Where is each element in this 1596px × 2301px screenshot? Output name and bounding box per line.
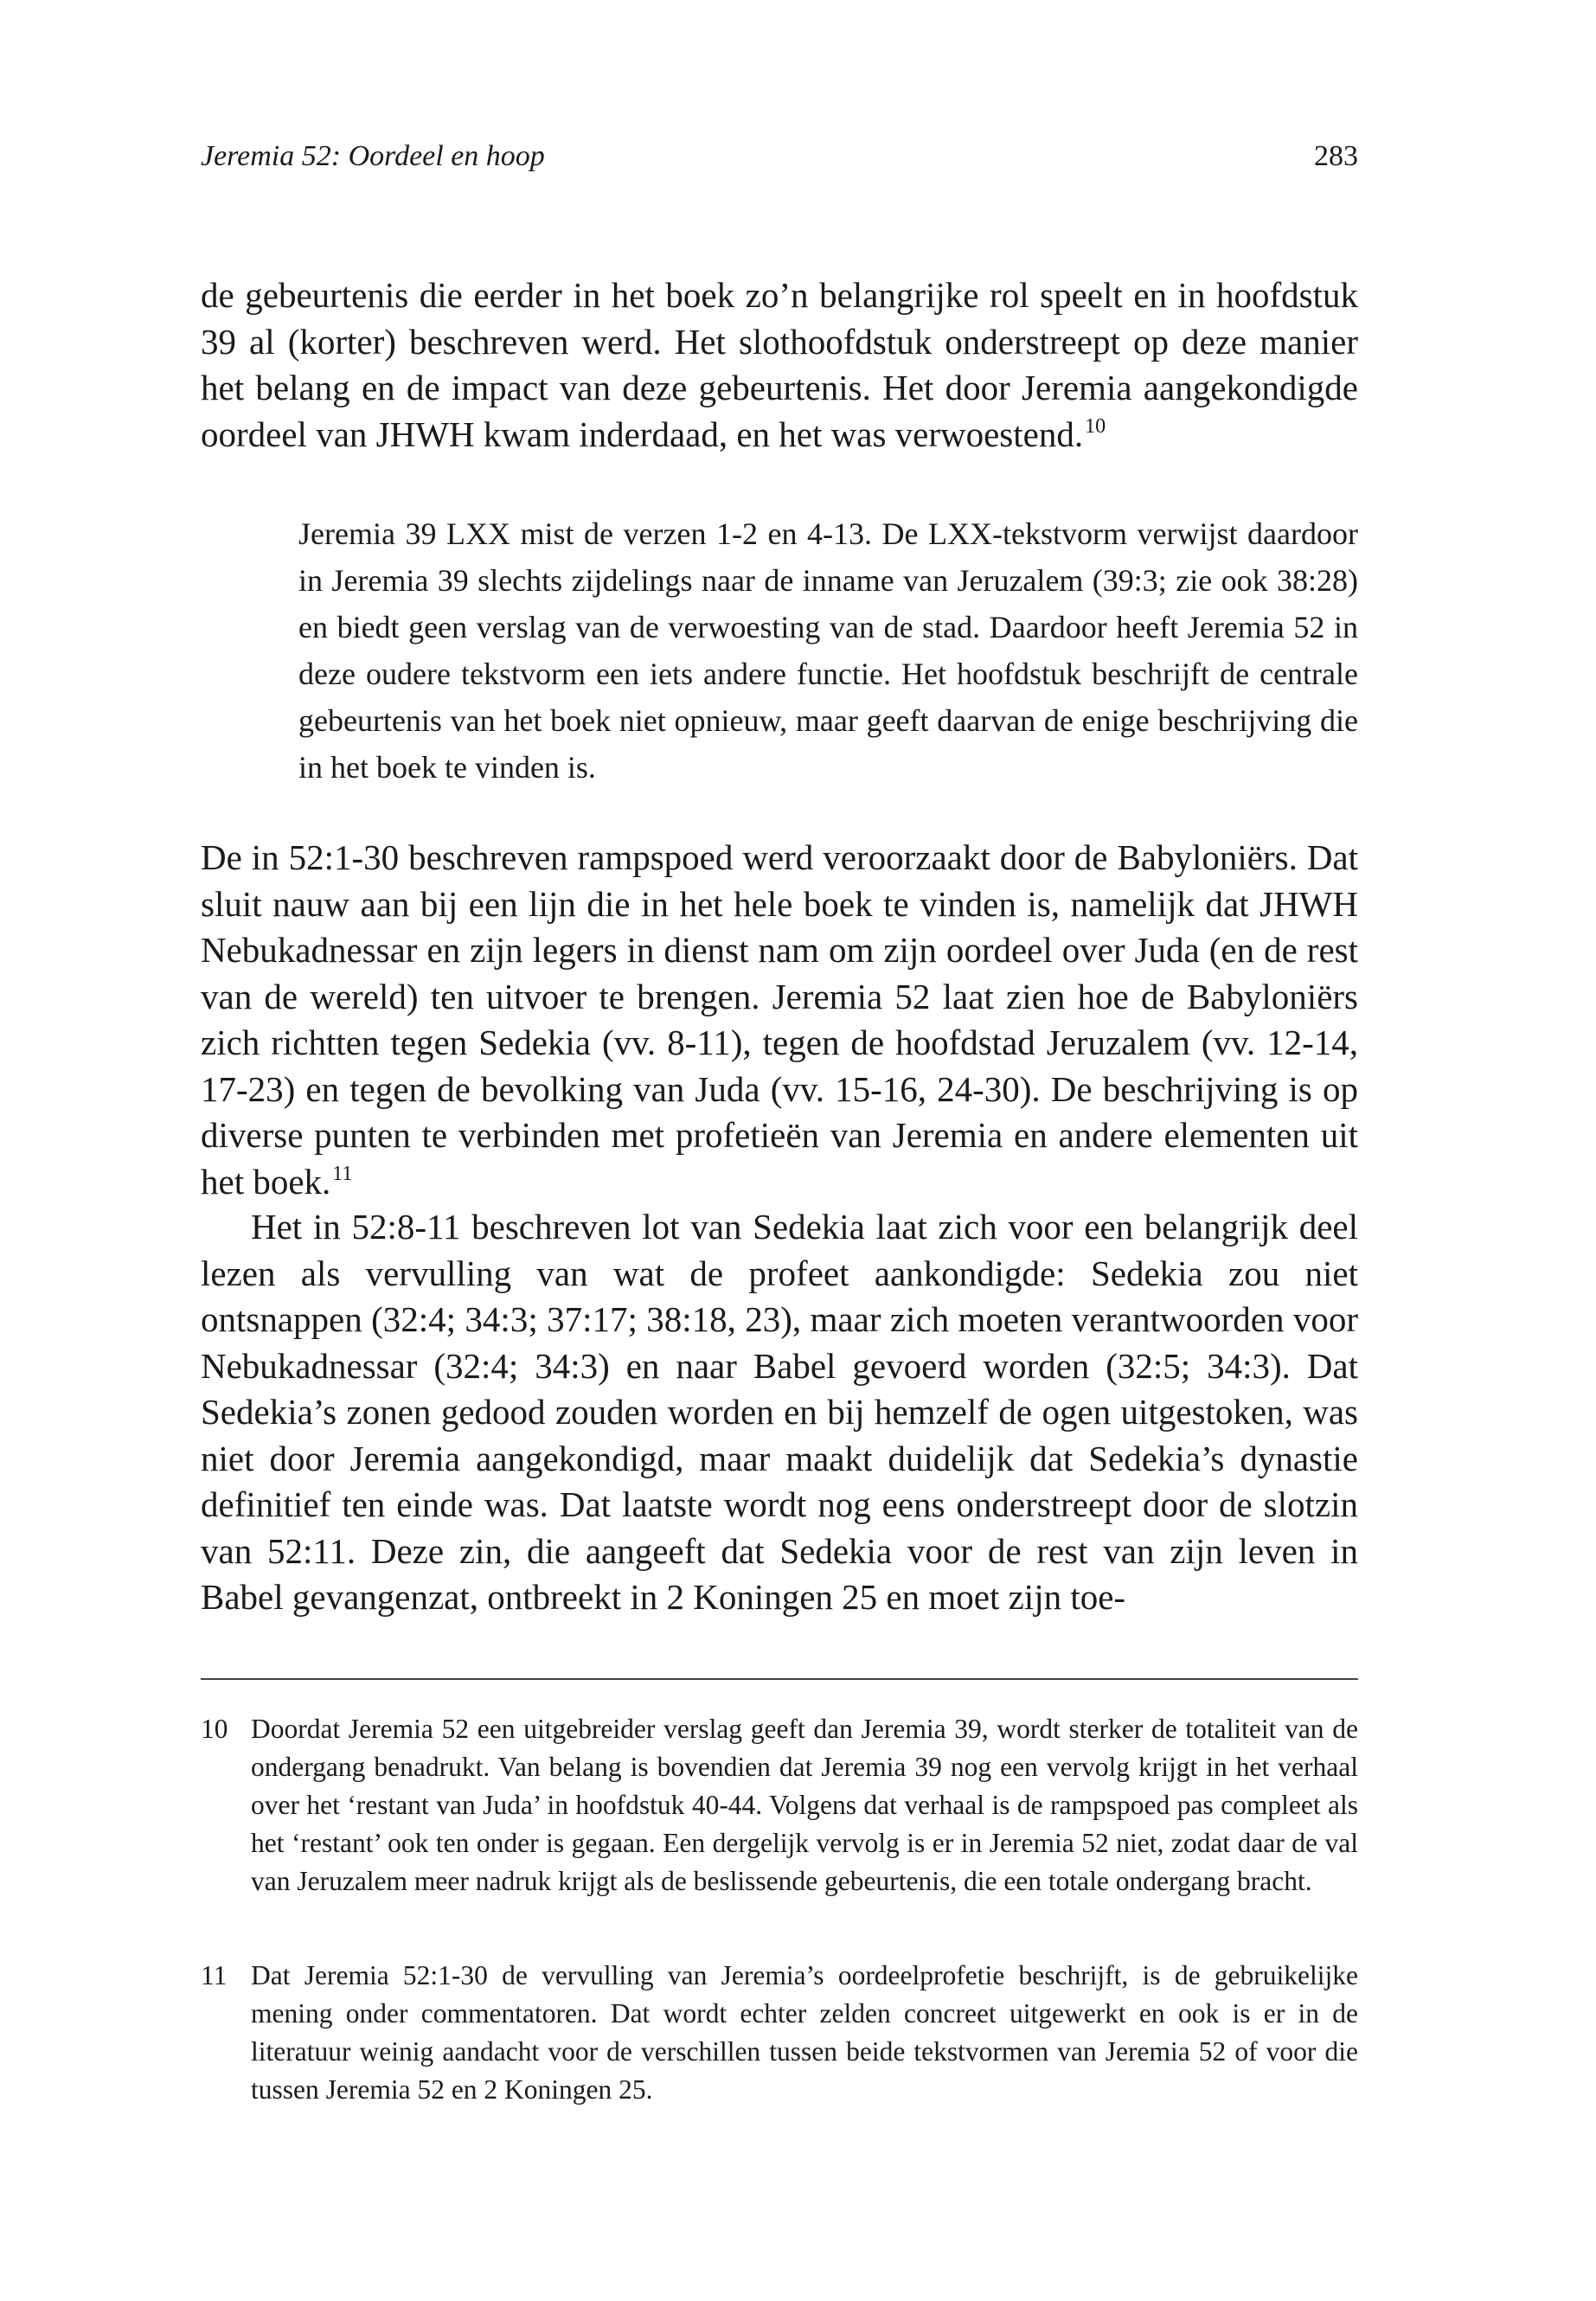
footnote-reference-10[interactable]: 10 (1085, 414, 1106, 438)
body-paragraph-2-text: De in 52:1-30 beschreven rampspoed werd veroorzaakt door de Babyloniërs. Dat sluit nauw aan bij een lijn die in het hele boek te vinden is, namelijk dat JHWH Nebukadnessar en zijn legers in dienst nam om zijn oordeel over Juda (en de rest van de wereld) ten uitvoer te brengen. Jeremia 52 laat zien hoe de Babyloniërs zich richtten tegen Sedekia (vv. 8-11), tegen de hoofdstad Jeruzalem (vv. 12-14, 17-23) en tegen de bevolking van Juda (vv. 15-16, 24-30). De beschrijving is op diverse punten te verbinden met profetieën van Jeremia en andere elementen uit het boek. (201, 837, 1358, 1202)
footnote-10 (201, 1710, 1358, 1900)
footnote-number: 10 (201, 1714, 228, 1744)
footnote-text: Doordat Jeremia 52 een uitgebreider verslag geeft dan Jeremia 39, wordt sterker de totaliteit van de ondergang benadrukt. Van belang is bovendien dat Jeremia 39 nog een vervolg krijgt in het verhaal over het ‘restant van Juda’ in hoofdstuk 40-44. Volgens dat verhaal is de rampspoed pas compleet als het ‘restant’ ook ten onder is gegaan. Een dergelijk vervolg is er in Jeremia 52 niet, zodat daar de val van Jeruzalem meer nadruk krijgt als de beslissende gebeurtenis, die een totale ondergang bracht. (251, 1714, 1358, 1896)
body-paragraph-3: Het in 52:8-11 beschreven lot van Sedekia laat zich voor een belangrijk deel lezen als vervulling van wat de profeet aankondigde: Sedekia zou niet ontsnappen (32:4; 34:3; 37:17; 38:18, 23), maar zich moeten verantwoorden voor Nebukadnessar (32:4; 34:3) en naar Babel gevoerd worden (32:5; 34:3). Dat Sedekia’s zonen gedood zouden worden en bij hemzelf de ogen uitgestoken, was niet door Jeremia aangekondigd, maar maakt duidelijk dat Sedekia’s dynastie definitief ten einde was. Dat laatste wordt nog eens onderstreept door de slotzin van 52:11. Deze zin, die aangeeft dat Sedekia voor de rest van zijn leven in Babel gevangenzat, ontbreekt in 2 Koningen 25 en moet zijn toe- (201, 1207, 1358, 1617)
footnote-number: 11 (201, 1960, 228, 1990)
body-paragraph-2 (201, 835, 1358, 1205)
indented-remark: Jeremia 39 LXX mist de verzen 1-2 en 4-13. De LXX-tekstvorm verwijst daardoor in Jeremia 39 slechts zijdelings naar de inname van Jeruzalem (39:3; zie ook 38:28) en biedt geen verslag van de verwoesting van de stad. Daardoor heeft Jeremia 52 in deze oudere tekstvorm een iets andere functie. Het hoofdstuk beschrijft de centrale gebeurtenis van het boek niet opnieuw, maar geeft daarvan de enige beschrijving die in het boek te vinden is. (298, 516, 1358, 785)
footnote-text: Dat Jeremia 52:1-30 de vervulling van Jeremia’s oordeelprofetie beschrijft, is de gebruikelijke mening onder commentatoren. Dat wordt echter zelden concreet uitgewerkt en ook is er in de literatuur weinig aandacht voor de verschillen tussen beide tekstvormen van Jeremia 52 of voor die tussen Jeremia 52 en 2 Koningen 25. (251, 1960, 1358, 2105)
footnote-11 (201, 1957, 1358, 2109)
footnote-divider (201, 1678, 1358, 1680)
page-number: 283 (1314, 140, 1358, 172)
footnote-reference-11[interactable]: 11 (332, 1162, 353, 1185)
running-title: Jeremia 52: Oordeel en hoop (201, 140, 545, 172)
body-paragraph-1 (201, 272, 1358, 458)
running-head (201, 140, 1358, 178)
body-paragraph-1-text: de gebeurtenis die eerder in het boek zo’n belangrijke rol speelt en in hoofdstuk 39 al (korter) beschreven werd. Het slothoofdstuk onderstreept op deze manier het belang en de impact van deze gebeurtenis. Het door Jeremia aangekondigde oordeel van JHWH kwam inderdaad, en het was verwoestend. (201, 275, 1358, 454)
